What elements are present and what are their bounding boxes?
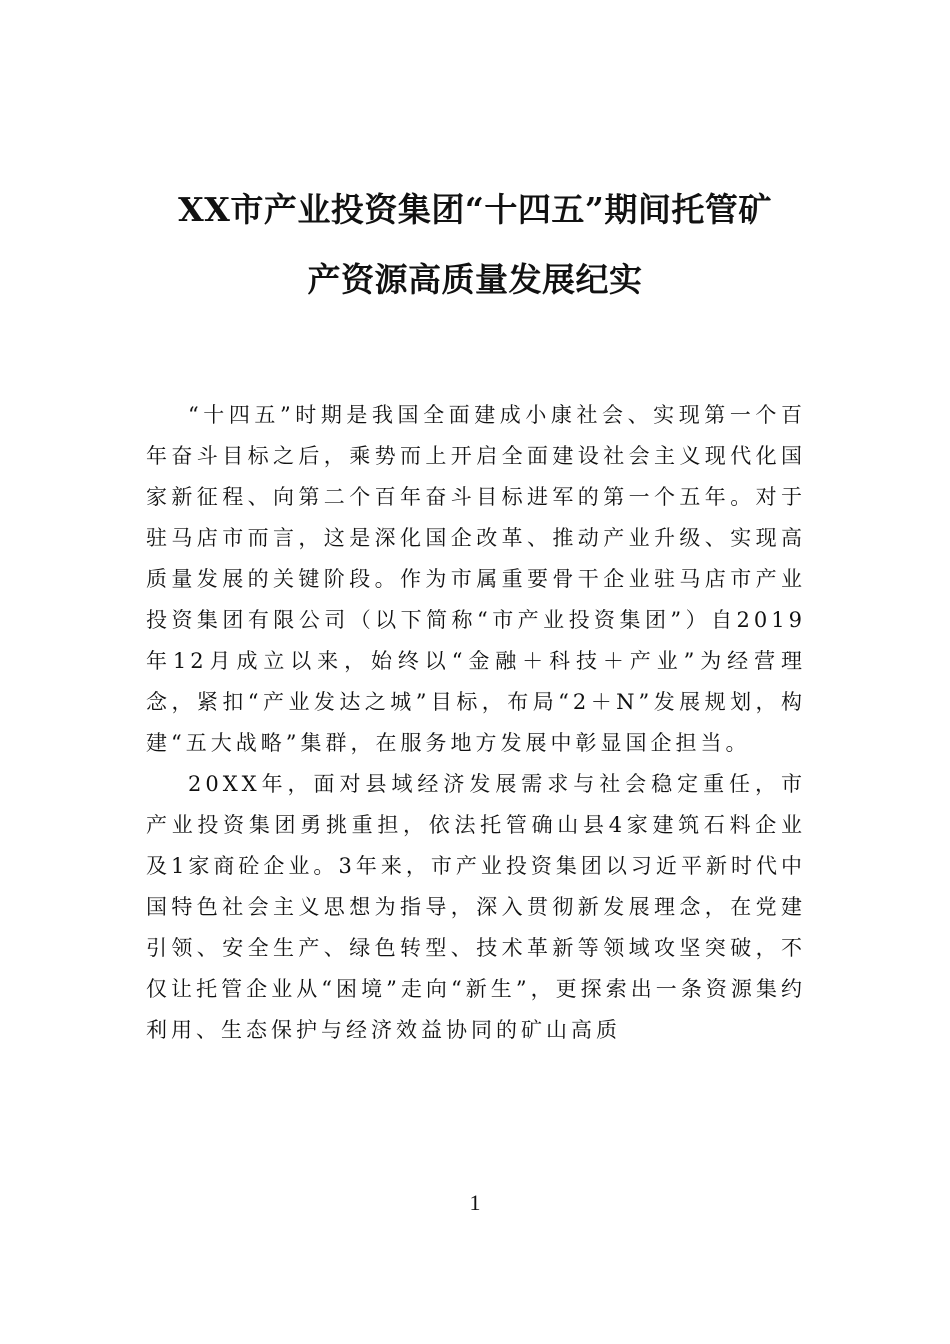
document-body <box>146 395 806 1051</box>
title-line-2: 产资源高质量发展纪实 <box>307 260 643 299</box>
title-line-1: XX市产业投资集团“十四五”期间托管矿 <box>178 190 772 229</box>
page-number: 1 <box>469 1190 481 1215</box>
paragraph-1: “十四五”时期是我国全面建成小康社会、实现第一个百年奋斗目标之后，乘势而上开启全面建设社会主义现代化国家新征程、向第二个百年奋斗目标进军的第一个五年。对于驻马店市而言，这是深化国企改革、推动产业升级、实现高质量发展的关键阶段。作为市属重要骨干企业驻马店市产业投资集团有限公司（以下简称“市产业投资集团”）自2019年12月成立以来，始终以“金融＋科技＋产业”为经营理念，紧扣“产业发达之城”目标，布局“2＋N”发展规划，构建“五大战略”集群，在服务地方发展中彰显国企担当。 <box>146 403 806 755</box>
document-title <box>120 188 830 302</box>
paragraph-2: 20XX年，面对县域经济发展需求与社会稳定重任，市产业投资集团勇挑重担，依法托管确山县4家建筑石料企业及1家商砼企业。3年来，市产业投资集团以习近平新时代中国特色社会主义思想为指导，深入贯彻新发展理念，在党建引领、安全生产、绿色转型、技术革新等领域攻坚突破，不仅让托管企业从“困境”走向“新生”，更探索出一条资源集约利用、生态保护与经济效益协同的矿山高质 <box>146 772 806 1042</box>
